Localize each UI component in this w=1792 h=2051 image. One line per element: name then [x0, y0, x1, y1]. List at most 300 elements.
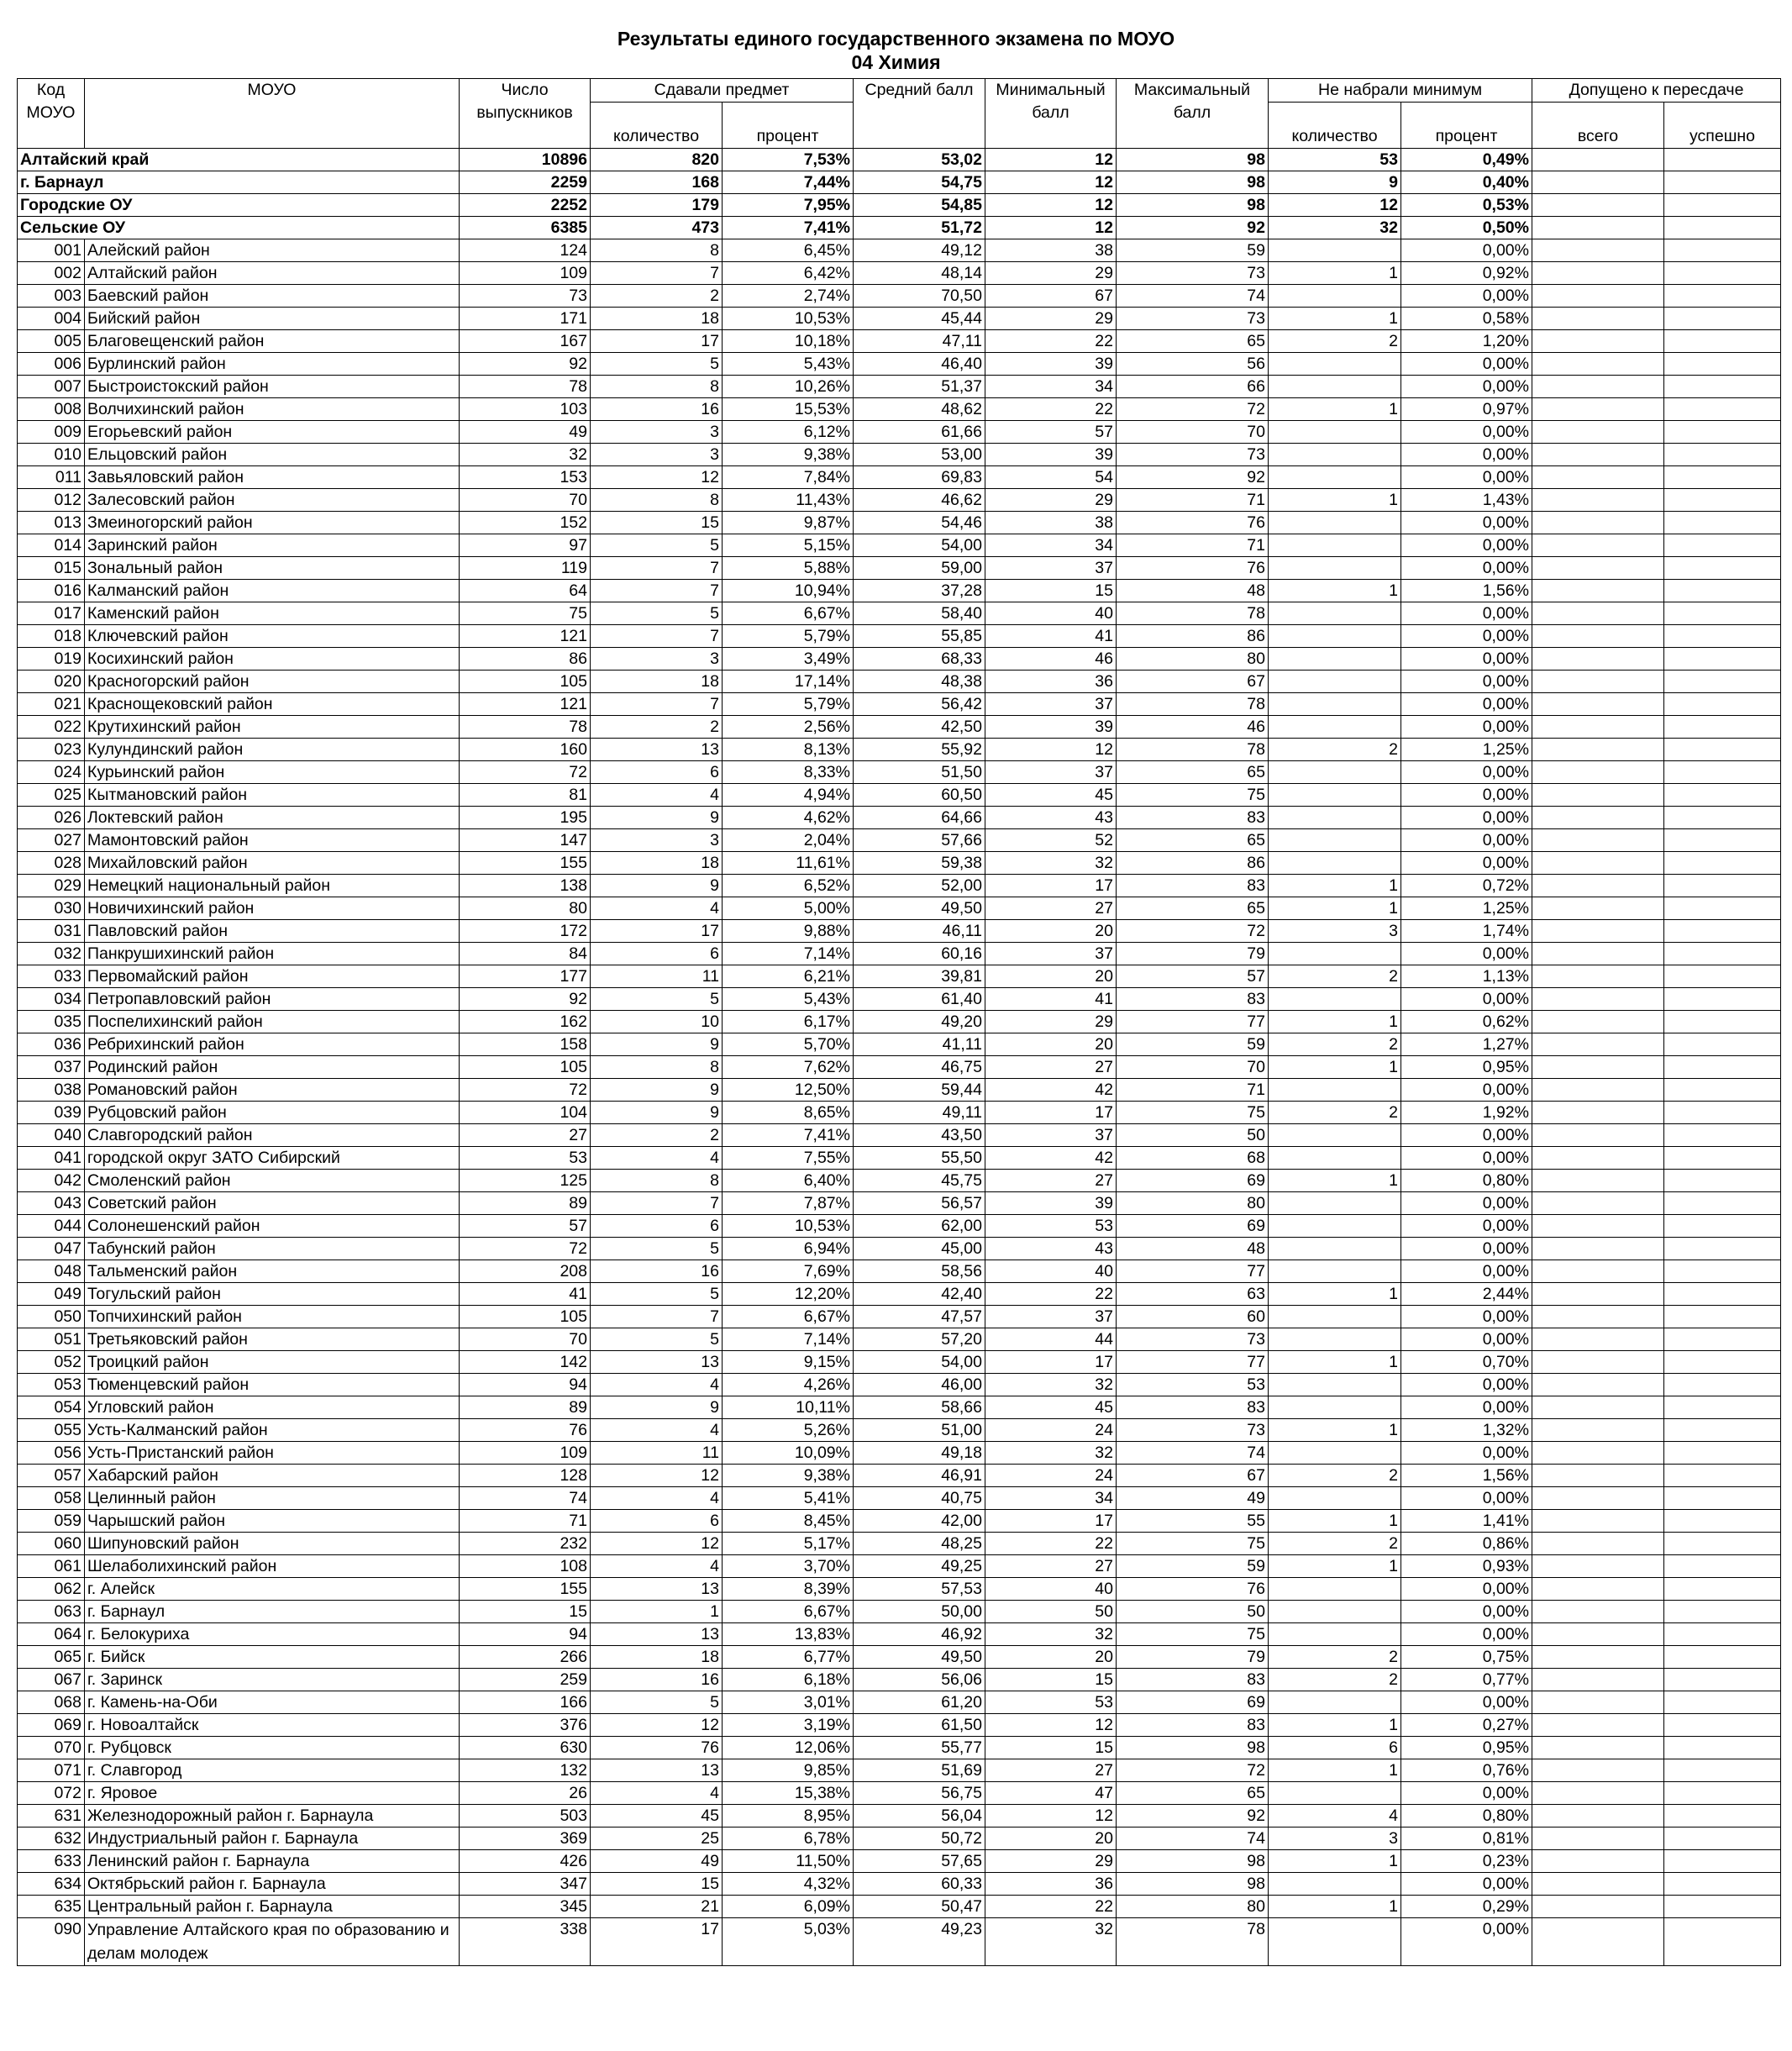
cell-took-percent: 9,87% [723, 512, 854, 534]
cell-failed-count: 2 [1269, 1033, 1401, 1056]
table-row [18, 1260, 1781, 1283]
cell-max: 76 [1117, 512, 1269, 534]
cell-code: 043 [18, 1192, 85, 1215]
cell-graduates: 71 [460, 1510, 591, 1533]
cell-took-count: 7 [591, 693, 723, 716]
cell-failed-percent: 0,00% [1401, 1238, 1532, 1260]
cell-failed-count: 2 [1269, 1465, 1401, 1487]
cell-moyo: Тюменцевский район [85, 1374, 460, 1396]
cell-min: 27 [985, 897, 1117, 920]
cell-failed-percent: 0,00% [1401, 557, 1532, 580]
table-row [18, 1306, 1781, 1328]
cell-retake-total [1532, 1442, 1664, 1465]
cell-code: 048 [18, 1260, 85, 1283]
cell-code: 035 [18, 1011, 85, 1033]
cell-moyo: Индустриальный район г. Барнаула [85, 1827, 460, 1850]
cell-took-percent: 6,52% [723, 875, 854, 897]
cell-retake-total [1532, 1918, 1664, 1966]
cell-max: 74 [1117, 285, 1269, 308]
cell-graduates: 26 [460, 1782, 591, 1805]
cell-took-percent: 6,67% [723, 602, 854, 625]
cell-retake-success [1664, 1578, 1781, 1601]
cell-graduates: 70 [460, 489, 591, 512]
cell-retake-success [1664, 671, 1781, 693]
cell-retake-total [1532, 398, 1664, 421]
cell-max: 98 [1117, 149, 1269, 171]
cell-retake-success [1664, 1827, 1781, 1850]
cell-max: 53 [1117, 1374, 1269, 1396]
cell-min: 37 [985, 943, 1117, 965]
cell-retake-total [1532, 330, 1664, 353]
cell-took-count: 8 [591, 376, 723, 398]
cell-took-percent: 5,88% [723, 557, 854, 580]
cell-took-count: 9 [591, 1396, 723, 1419]
cell-code: 064 [18, 1623, 85, 1646]
cell-failed-percent: 0,00% [1401, 1147, 1532, 1170]
cell-moyo: Заринский район [85, 534, 460, 557]
cell-took-count: 11 [591, 1442, 723, 1465]
cell-took-percent: 6,12% [723, 421, 854, 444]
table-row [18, 1714, 1781, 1737]
cell-failed-count [1269, 1691, 1401, 1714]
cell-retake-total [1532, 580, 1664, 602]
cell-avg: 45,75 [854, 1170, 985, 1192]
cell-code: 025 [18, 784, 85, 807]
cell-graduates: 81 [460, 784, 591, 807]
cell-retake-success [1664, 1714, 1781, 1737]
cell-failed-count [1269, 1396, 1401, 1419]
cell-failed-percent: 0,00% [1401, 716, 1532, 739]
cell-took-count: 17 [591, 330, 723, 353]
cell-code: 033 [18, 965, 85, 988]
cell-retake-total [1532, 1102, 1664, 1124]
cell-graduates: 70 [460, 1328, 591, 1351]
cell-took-percent: 7,69% [723, 1260, 854, 1283]
cell-retake-success [1664, 1442, 1781, 1465]
cell-retake-success [1664, 852, 1781, 875]
cell-took-count: 7 [591, 1192, 723, 1215]
cell-code: 024 [18, 761, 85, 784]
table-row [18, 1737, 1781, 1759]
cell-moyo: Железнодорожный район г. Барнаула [85, 1805, 460, 1827]
cell-code: 072 [18, 1782, 85, 1805]
cell-took-percent: 7,87% [723, 1192, 854, 1215]
cell-max: 65 [1117, 330, 1269, 353]
cell-took-count: 5 [591, 1691, 723, 1714]
cell-failed-count [1269, 512, 1401, 534]
cell-took-count: 13 [591, 1351, 723, 1374]
cell-retake-success [1664, 1623, 1781, 1646]
cell-took-percent: 2,56% [723, 716, 854, 739]
cell-took-percent: 10,26% [723, 376, 854, 398]
cell-retake-success [1664, 693, 1781, 716]
cell-failed-percent: 0,40% [1401, 171, 1532, 194]
cell-took-percent: 3,19% [723, 1714, 854, 1737]
cell-retake-total [1532, 1374, 1664, 1396]
cell-max: 65 [1117, 829, 1269, 852]
cell-failed-count [1269, 716, 1401, 739]
cell-max: 98 [1117, 171, 1269, 194]
cell-retake-success [1664, 897, 1781, 920]
cell-retake-total [1532, 807, 1664, 829]
cell-retake-total [1532, 1646, 1664, 1669]
table-row [18, 1601, 1781, 1623]
cell-max: 69 [1117, 1215, 1269, 1238]
cell-failed-count [1269, 1442, 1401, 1465]
cell-took-count: 473 [591, 217, 723, 239]
cell-min: 12 [985, 171, 1117, 194]
cell-took-count: 4 [591, 1374, 723, 1396]
cell-max: 98 [1117, 194, 1269, 217]
cell-took-percent: 8,45% [723, 1510, 854, 1533]
table-row [18, 875, 1781, 897]
cell-failed-count [1269, 421, 1401, 444]
cell-moyo: Благовещенский район [85, 330, 460, 353]
cell-avg: 56,75 [854, 1782, 985, 1805]
cell-retake-total [1532, 1782, 1664, 1805]
cell-avg: 57,53 [854, 1578, 985, 1601]
cell-min: 54 [985, 466, 1117, 489]
header-took: Сдавали предмет [591, 79, 854, 103]
cell-max: 92 [1117, 1805, 1269, 1827]
cell-min: 15 [985, 580, 1117, 602]
cell-took-percent: 12,50% [723, 1079, 854, 1102]
cell-max: 46 [1117, 716, 1269, 739]
cell-took-count: 6 [591, 943, 723, 965]
cell-min: 27 [985, 1555, 1117, 1578]
cell-retake-success [1664, 1192, 1781, 1215]
cell-moyo: Егорьевский район [85, 421, 460, 444]
cell-code: 026 [18, 807, 85, 829]
cell-retake-success [1664, 1374, 1781, 1396]
cell-avg: 55,85 [854, 625, 985, 648]
cell-took-count: 4 [591, 1147, 723, 1170]
cell-retake-total [1532, 1011, 1664, 1033]
cell-graduates: 108 [460, 1555, 591, 1578]
cell-took-percent: 6,17% [723, 1011, 854, 1033]
cell-failed-percent: 0,00% [1401, 1328, 1532, 1351]
cell-max: 83 [1117, 807, 1269, 829]
cell-failed-count [1269, 466, 1401, 489]
cell-graduates: 86 [460, 648, 591, 671]
cell-moyo: Шелаболихинский район [85, 1555, 460, 1578]
cell-failed-count: 2 [1269, 1669, 1401, 1691]
cell-max: 80 [1117, 1192, 1269, 1215]
cell-moyo: Топчихинский район [85, 1306, 460, 1328]
cell-failed-count: 3 [1269, 920, 1401, 943]
cell-retake-total [1532, 875, 1664, 897]
cell-avg: 46,91 [854, 1465, 985, 1487]
cell-took-count: 12 [591, 1533, 723, 1555]
results-table [17, 78, 1781, 1966]
cell-avg: 45,44 [854, 308, 985, 330]
table-row [18, 1079, 1781, 1102]
cell-moyo: Третьяковский район [85, 1328, 460, 1351]
cell-took-count: 6 [591, 761, 723, 784]
cell-retake-total [1532, 1396, 1664, 1419]
cell-min: 38 [985, 512, 1117, 534]
cell-min: 42 [985, 1147, 1117, 1170]
cell-moyo: Быстроистокский район [85, 376, 460, 398]
cell-took-count: 168 [591, 171, 723, 194]
table-row [18, 829, 1781, 852]
cell-failed-percent: 0,00% [1401, 1578, 1532, 1601]
cell-avg: 54,75 [854, 171, 985, 194]
cell-max: 83 [1117, 1396, 1269, 1419]
cell-min: 37 [985, 1124, 1117, 1147]
cell-graduates: 162 [460, 1011, 591, 1033]
cell-failed-percent: 0,00% [1401, 1442, 1532, 1465]
cell-failed-percent: 0,00% [1401, 1306, 1532, 1328]
cell-min: 45 [985, 1396, 1117, 1419]
cell-code: 015 [18, 557, 85, 580]
cell-avg: 46,11 [854, 920, 985, 943]
cell-moyo: Волчихинский район [85, 398, 460, 421]
cell-avg: 54,46 [854, 512, 985, 534]
cell-failed-count [1269, 1124, 1401, 1147]
cell-max: 98 [1117, 1850, 1269, 1873]
cell-took-count: 16 [591, 1669, 723, 1691]
table-row [18, 1033, 1781, 1056]
cell-took-percent: 6,09% [723, 1896, 854, 1918]
cell-graduates: 92 [460, 353, 591, 376]
cell-avg: 43,50 [854, 1124, 985, 1147]
cell-retake-total [1532, 1669, 1664, 1691]
cell-failed-percent: 0,62% [1401, 1011, 1532, 1033]
cell-failed-count [1269, 988, 1401, 1011]
cell-retake-success [1664, 1918, 1781, 1966]
cell-max: 75 [1117, 784, 1269, 807]
cell-max: 79 [1117, 1646, 1269, 1669]
cell-took-percent: 6,94% [723, 1238, 854, 1260]
table-row [18, 1805, 1781, 1827]
cell-retake-success [1664, 1465, 1781, 1487]
cell-graduates: 124 [460, 239, 591, 262]
cell-code: 051 [18, 1328, 85, 1351]
cell-retake-success [1664, 1011, 1781, 1033]
cell-took-count: 5 [591, 1283, 723, 1306]
cell-avg: 62,00 [854, 1215, 985, 1238]
cell-code: 037 [18, 1056, 85, 1079]
report-title: Результаты единого государственного экзамена по МОУО [617, 28, 1175, 50]
cell-took-count: 3 [591, 648, 723, 671]
cell-avg: 46,62 [854, 489, 985, 512]
cell-avg: 45,00 [854, 1238, 985, 1260]
cell-retake-total [1532, 1737, 1664, 1759]
cell-max: 92 [1117, 217, 1269, 239]
cell-moyo: Тальменский район [85, 1260, 460, 1283]
header-failed-percent: процент [1401, 103, 1532, 149]
cell-graduates: 147 [460, 829, 591, 852]
table-row [18, 534, 1781, 557]
cell-code: 053 [18, 1374, 85, 1396]
table-row [18, 1056, 1781, 1079]
cell-max: 50 [1117, 1601, 1269, 1623]
cell-min: 67 [985, 285, 1117, 308]
cell-code: 007 [18, 376, 85, 398]
cell-max: 76 [1117, 557, 1269, 580]
cell-took-percent: 12,06% [723, 1737, 854, 1759]
cell-min: 39 [985, 1192, 1117, 1215]
cell-max: 73 [1117, 262, 1269, 285]
table-row [18, 1533, 1781, 1555]
table-row [18, 761, 1781, 784]
cell-took-percent: 6,77% [723, 1646, 854, 1669]
cell-moyo: Табунский район [85, 1238, 460, 1260]
cell-avg: 61,66 [854, 421, 985, 444]
cell-avg: 60,33 [854, 1873, 985, 1896]
table-row [18, 1124, 1781, 1147]
cell-retake-total [1532, 1351, 1664, 1374]
cell-failed-count [1269, 444, 1401, 466]
cell-failed-count [1269, 1782, 1401, 1805]
cell-took-percent: 6,18% [723, 1669, 854, 1691]
cell-avg: 58,66 [854, 1396, 985, 1419]
cell-failed-percent: 0,00% [1401, 1691, 1532, 1714]
cell-avg: 51,37 [854, 376, 985, 398]
cell-failed-count [1269, 1873, 1401, 1896]
cell-took-count: 15 [591, 1873, 723, 1896]
cell-took-percent: 8,13% [723, 739, 854, 761]
cell-took-percent: 15,53% [723, 398, 854, 421]
cell-took-count: 4 [591, 1419, 723, 1442]
cell-took-count: 2 [591, 716, 723, 739]
cell-failed-count [1269, 807, 1401, 829]
table-row [18, 1465, 1781, 1487]
cell-max: 71 [1117, 534, 1269, 557]
cell-avg: 58,40 [854, 602, 985, 625]
cell-took-count: 16 [591, 1260, 723, 1283]
cell-avg: 50,72 [854, 1827, 985, 1850]
cell-min: 29 [985, 262, 1117, 285]
cell-moyo: Краснощековский район [85, 693, 460, 716]
cell-took-percent: 17,14% [723, 671, 854, 693]
cell-took-count: 18 [591, 308, 723, 330]
cell-graduates: 347 [460, 1873, 591, 1896]
cell-failed-count: 1 [1269, 1555, 1401, 1578]
cell-failed-percent: 0,00% [1401, 648, 1532, 671]
cell-took-percent: 7,14% [723, 943, 854, 965]
cell-retake-total [1532, 648, 1664, 671]
report-subject: 04 Химия [851, 51, 941, 73]
cell-min: 46 [985, 648, 1117, 671]
header-code: Код МОУО [18, 79, 85, 149]
table-row [18, 262, 1781, 285]
cell-took-percent: 9,38% [723, 444, 854, 466]
cell-graduates: 72 [460, 1238, 591, 1260]
cell-retake-success [1664, 739, 1781, 761]
cell-min: 22 [985, 1896, 1117, 1918]
cell-failed-count: 6 [1269, 1737, 1401, 1759]
cell-graduates: 119 [460, 557, 591, 580]
cell-avg: 42,40 [854, 1283, 985, 1306]
cell-failed-percent: 1,25% [1401, 897, 1532, 920]
cell-min: 37 [985, 557, 1117, 580]
table-row [18, 1510, 1781, 1533]
cell-graduates: 80 [460, 897, 591, 920]
cell-took-percent: 7,55% [723, 1147, 854, 1170]
cell-graduates: 103 [460, 398, 591, 421]
cell-graduates: 92 [460, 988, 591, 1011]
cell-retake-success [1664, 602, 1781, 625]
cell-avg: 57,66 [854, 829, 985, 852]
cell-retake-success [1664, 875, 1781, 897]
cell-code: 040 [18, 1124, 85, 1147]
cell-max: 98 [1117, 1873, 1269, 1896]
cell-moyo: Змеиногорский район [85, 512, 460, 534]
cell-failed-percent: 0,00% [1401, 693, 1532, 716]
cell-took-percent: 3,49% [723, 648, 854, 671]
cell-failed-count: 1 [1269, 1850, 1401, 1873]
cell-took-count: 6 [591, 1215, 723, 1238]
cell-avg: 60,16 [854, 943, 985, 965]
cell-avg: 49,18 [854, 1442, 985, 1465]
cell-failed-percent: 0,00% [1401, 671, 1532, 693]
cell-retake-success [1664, 1102, 1781, 1124]
cell-failed-percent: 0,50% [1401, 217, 1532, 239]
cell-max: 98 [1117, 1737, 1269, 1759]
cell-graduates: 426 [460, 1850, 591, 1873]
table-row [18, 285, 1781, 308]
cell-max: 69 [1117, 1170, 1269, 1192]
cell-took-percent: 5,26% [723, 1419, 854, 1442]
cell-graduates: 97 [460, 534, 591, 557]
cell-took-count: 3 [591, 421, 723, 444]
cell-avg: 41,11 [854, 1033, 985, 1056]
cell-took-percent: 5,15% [723, 534, 854, 557]
cell-code: 002 [18, 262, 85, 285]
cell-avg: 64,66 [854, 807, 985, 829]
cell-moyo: Зональный район [85, 557, 460, 580]
cell-took-percent: 7,41% [723, 217, 854, 239]
cell-code: 013 [18, 512, 85, 534]
cell-moyo: г. Бийск [85, 1646, 460, 1669]
cell-failed-count [1269, 1215, 1401, 1238]
cell-retake-total [1532, 1555, 1664, 1578]
cell-retake-total [1532, 1510, 1664, 1533]
cell-failed-count: 1 [1269, 1170, 1401, 1192]
cell-min: 20 [985, 1033, 1117, 1056]
cell-retake-total [1532, 943, 1664, 965]
cell-min: 22 [985, 1283, 1117, 1306]
cell-retake-total [1532, 1124, 1664, 1147]
cell-failed-percent: 0,53% [1401, 194, 1532, 217]
cell-retake-success [1664, 1850, 1781, 1873]
cell-graduates: 15 [460, 1601, 591, 1623]
cell-max: 59 [1117, 1033, 1269, 1056]
cell-retake-success [1664, 194, 1781, 217]
cell-moyo: Усть-Калманский район [85, 1419, 460, 1442]
cell-failed-count [1269, 1079, 1401, 1102]
cell-max: 80 [1117, 1896, 1269, 1918]
cell-moyo: Павловский район [85, 920, 460, 943]
cell-graduates: 345 [460, 1896, 591, 1918]
cell-failed-count [1269, 1918, 1401, 1966]
cell-max: 60 [1117, 1306, 1269, 1328]
cell-failed-percent: 0,00% [1401, 807, 1532, 829]
cell-took-percent: 9,15% [723, 1351, 854, 1374]
cell-retake-total [1532, 1533, 1664, 1555]
cell-min: 36 [985, 1873, 1117, 1896]
cell-took-count: 2 [591, 1124, 723, 1147]
cell-avg: 60,50 [854, 784, 985, 807]
cell-code: 060 [18, 1533, 85, 1555]
cell-failed-percent: 2,44% [1401, 1283, 1532, 1306]
cell-avg: 50,00 [854, 1601, 985, 1623]
cell-moyo: Локтевский район [85, 807, 460, 829]
cell-max: 77 [1117, 1260, 1269, 1283]
cell-took-count: 17 [591, 1918, 723, 1966]
